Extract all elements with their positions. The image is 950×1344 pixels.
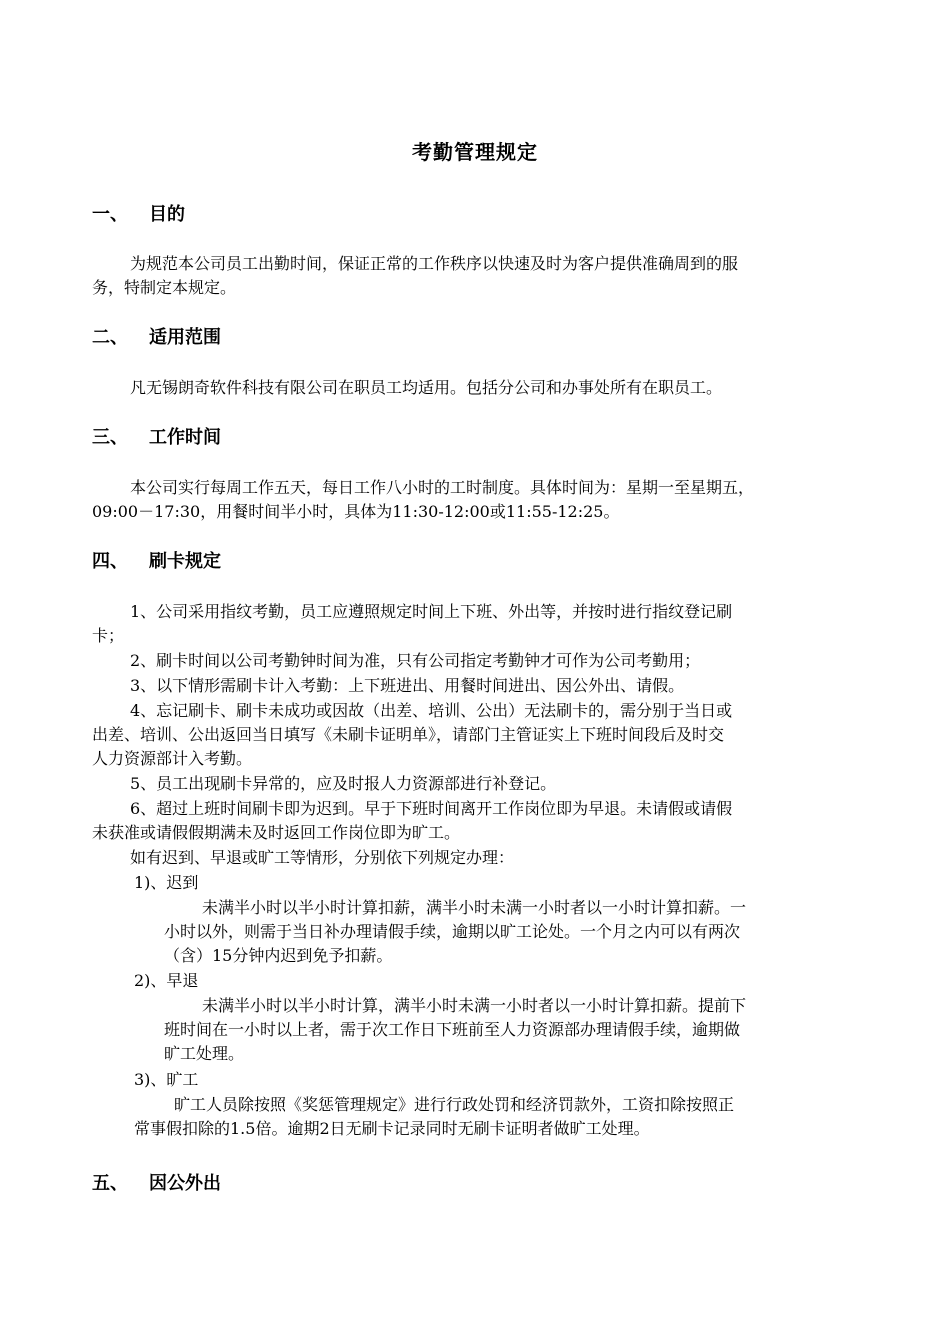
case-line: 旷工人员除按照《奖惩管理规定》进行行政处罚和经济罚款外，工资扣除按照正 [174,1095,735,1114]
section-number: 五、 [92,1173,128,1194]
paragraph-line: 09:00－17:30，用餐时间半小时，具体为11:30-12:00或11:55-12:25。 [92,502,620,521]
rule-line: 5、员工出现刷卡异常的，应及时报人力资源部进行补登记。 [130,774,557,793]
case-line: （含）15分钟内迟到免予扣薪。 [164,946,393,965]
section-number: 四、 [92,551,128,572]
paragraph-line: 为规范本公司员工出勤时间，保证正常的工作秩序以快速及时为客户提供准确周到的服 [130,254,739,273]
case-label-early-leave: 2)、早退 [134,971,199,990]
section-heading-scope [92,325,221,351]
rule-line: 人力资源部计入考勤。 [92,749,253,768]
rule-line: 1、公司采用指纹考勤，员工应遵照规定时间上下班、外出等，并按时进行指纹登记刷 [130,602,733,621]
section-number: 二、 [92,327,128,348]
section-number: 三、 [92,427,128,448]
case-label-absence: 3)、旷工 [134,1070,199,1089]
case-line: 常事假扣除的1.5倍。逾期2日无刷卡记录同时无刷卡证明者做旷工处理。 [134,1119,650,1138]
rule-line: 4、忘记刷卡、刷卡未成功或因故（出差、培训、公出）无法刷卡的，需分别于当日或 [130,701,733,720]
rule-line: 出差、培训、公出返回当日填写《未刷卡证明单》，请部门主管证实上下班时间段后及时交 [92,725,725,744]
section-heading-work-hours [92,425,221,451]
section-title: 目的 [149,204,185,225]
rule-line: 未获准或请假假期满未及时返回工作岗位即为旷工。 [92,823,461,842]
section-title: 因公外出 [149,1173,221,1194]
case-line: 未满半小时以半小时计算，满半小时未满一小时者以一小时计算扣薪。提前下 [202,996,747,1015]
section-title: 适用范围 [149,327,221,348]
section-title: 刷卡规定 [149,551,221,572]
section-heading-card-rules [92,549,221,575]
case-line: 旷工处理。 [164,1044,245,1063]
paragraph-line: 凡无锡朗奇软件科技有限公司在职员工均适用。包括分公司和办事处所有在职员工。 [130,378,723,397]
section-heading-business-trip [92,1171,221,1197]
document-title: 考勤管理规定 [412,140,538,164]
case-line: 未满半小时以半小时计算扣薪，满半小时未满一小时者以一小时计算扣薪。一 [202,898,747,917]
section-heading-purpose [92,202,185,228]
paragraph-line: 务，特制定本规定。 [92,278,237,297]
rule-line: 3、以下情形需刷卡计入考勤：上下班进出、用餐时间进出、因公外出、请假。 [130,676,685,695]
section-number: 一、 [92,204,128,225]
paragraph-line: 本公司实行每周工作五天，每日工作八小时的工时制度。具体时间为：星期一至星期五， [130,478,755,497]
rule-intro: 如有迟到、早退或旷工等情形，分别依下列规定办理： [130,848,515,867]
rule-line: 6、超过上班时间刷卡即为迟到。早于下班时间离开工作岗位即为早退。未请假或请假 [130,799,733,818]
case-label-late: 1)、迟到 [134,873,199,892]
case-line: 小时以外，则需于当日补办理请假手续，逾期以旷工论处。一个月之内可以有两次 [164,922,741,941]
rule-line: 卡； [92,626,125,645]
case-line: 班时间在一小时以上者，需于次工作日下班前至人力资源部办理请假手续，逾期做 [164,1020,741,1039]
section-title: 工作时间 [149,427,221,448]
rule-line: 2、刷卡时间以公司考勤钟时间为准，只有公司指定考勤钟才可作为公司考勤用； [130,651,701,670]
